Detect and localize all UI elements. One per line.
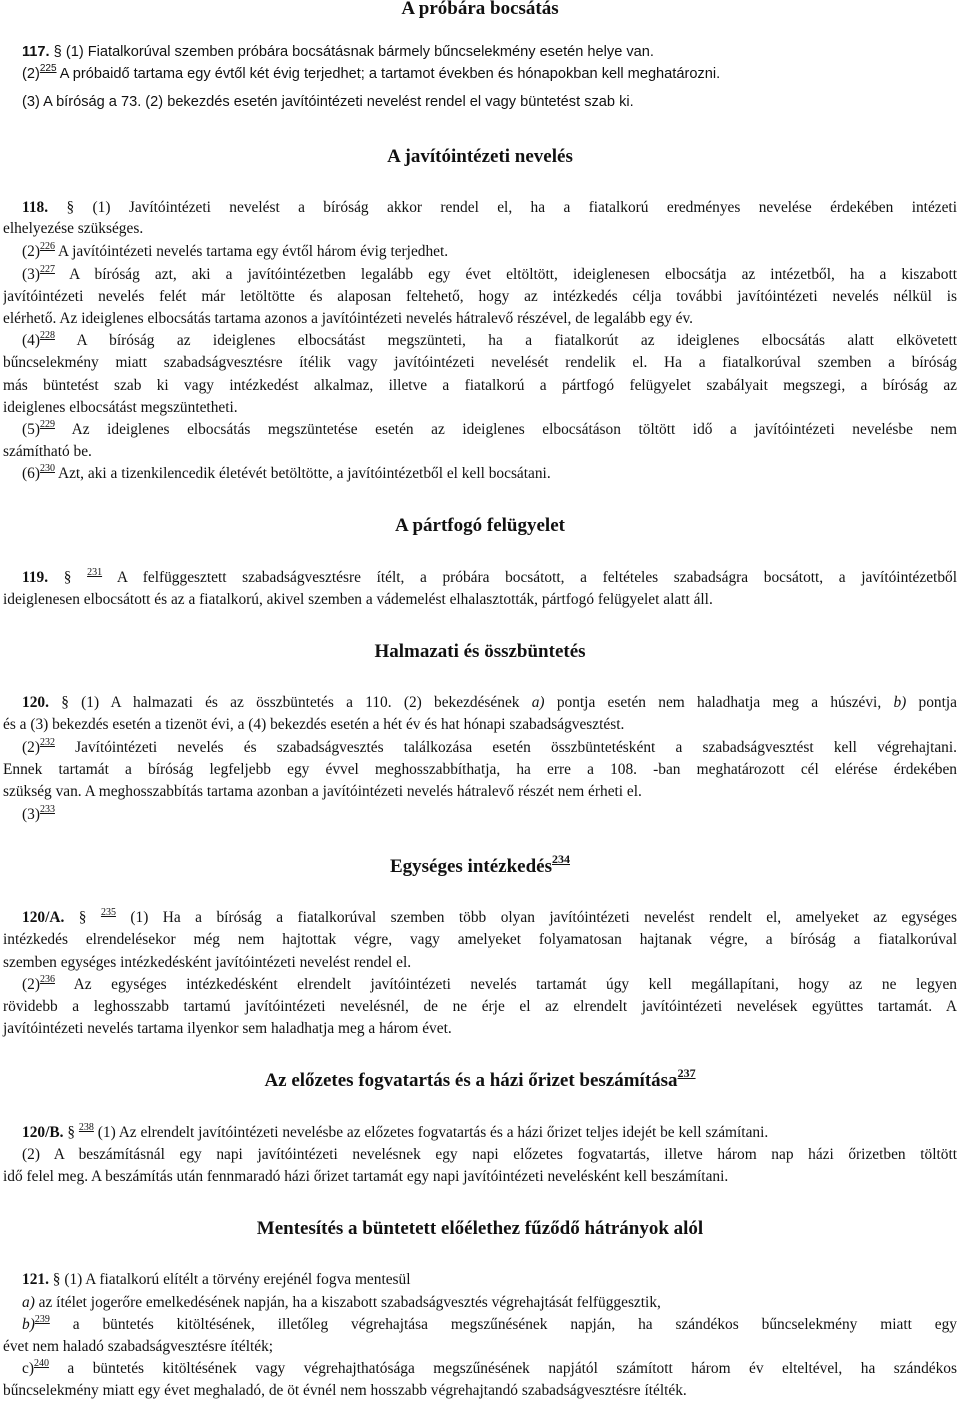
section-sign: § xyxy=(78,909,87,926)
section-118-p3-line-2: javítóintézeti nevelés felét már letöltötte és alaposan feltehető, hogy az intézkedés célja további javítóintézeti nevelés nélkül is xyxy=(3,288,957,305)
footnote-link[interactable]: 237 xyxy=(677,1066,696,1080)
section-120b-p2-line-1: (2) A beszámításnál egy napi javítóintézeti nevelésnek egy napi előzetes fogvatartás, illetve három nap házi őrizetben töltött xyxy=(22,1146,957,1163)
section-120a-p2-line-1: $(2)^{236}$ Az egységes intézkedésként elrendelt javítóintézeti nevelés tartamát úgy kell megállapítani, hogy az ne legyen xyxy=(22,975,957,993)
section-sign: § xyxy=(61,694,69,711)
footnote-link[interactable]: 235 xyxy=(100,908,116,918)
section-120-p2-line-3: szükség van. A meghosszabbítás tartama azonban a javítóintézeti nevelés hátralevő részét nem érheti el. xyxy=(3,783,642,800)
footnote-link[interactable]: 226 xyxy=(39,241,55,252)
footnote-link[interactable]: 236 xyxy=(39,975,55,985)
section-120a-p2-line-3: javítóintézeti nevelés tartama ilyenkor sem haladhatja meg a három évet. xyxy=(3,1020,452,1037)
section-121-point-b-line-1: b)$^{239}$ a büntetés kitöltésének, illetőleg végrehajtása megszűnésének napján, ha szándékos bűncselekmény miatt egy xyxy=(22,1315,957,1333)
section-120-p2-line-2: Ennek tartamát a bíróság legfeljebb egy évvel meghosszabbíthatja, ha erre a 108. -ban meghatározott cél elérése érdekében xyxy=(3,761,957,778)
footnote-link[interactable]: 238 xyxy=(78,1122,94,1133)
section-118-p3-line-3: elérhető. Az ideiglenes elbocsátás tartama azonos a javítóintézeti nevelés hátralevő részével, de legalább egy év. xyxy=(3,310,693,327)
section-118-p3-line-1: $(3)^{227}$ A bíróság azt, aki a javítóintézetben legalább egy évet eltöltött, ideiglenesen elbocsátja az intézetből, ha a kiszabott xyxy=(22,265,957,283)
footnote-link[interactable]: 225 xyxy=(39,63,57,74)
heading-elozetes: Az előzetes fogvatartás és a házi őrizet beszámítása$^{237}$ xyxy=(264,1066,696,1091)
section-118-p4-line-3: más büntetést szab ki vagy intézkedést alkalmaz, illetve a fiatalkorú a pártfogó felügyelet szabályait megszegi, a bíróság az xyxy=(3,377,957,394)
section-number: 117. xyxy=(22,44,50,60)
section-sign: § xyxy=(63,569,72,586)
section-sign: § xyxy=(67,1124,76,1141)
section-117-line-1: 117. § (1) Fiatalkorúval szemben próbára bocsátásnak bármely bűncselekmény esetén helye van. xyxy=(22,44,654,60)
section-120a-line-3: szemben egységes intézkedésként javítóintézeti nevelést rendel el. xyxy=(3,954,412,971)
section-121-point-a: a) az ítélet jogerőre emelkedésének napján, ha a kiszabott szabadságvesztés végrehajtását felfüggesztik, xyxy=(22,1294,661,1311)
footnote-link[interactable]: 239 xyxy=(34,1315,50,1325)
section-sign: § xyxy=(52,1271,61,1288)
section-120-line-1: 120. § (1) A halmazati és az összbüntetés a 110. (2) bekezdésének a) pontja esetén nem haladhatja meg a húszévi, b) pontja xyxy=(22,694,957,711)
section-121-point-b-line-2: évet nem haladó szabadságvesztésre ítélték; xyxy=(3,1338,274,1355)
footnote-link[interactable]: 232 xyxy=(39,738,55,748)
section-118-p5-line-1: $(5)^{229}$ Az ideiglenes elbocsátás megszüntetése esetén az ideiglenes elbocsátáson töltött idő a javítóintézeti nevelésbe nem xyxy=(22,420,957,438)
footnote-link[interactable]: 230 xyxy=(39,463,55,474)
heading-egyseges: Egységes intézkedés$^{234}$ xyxy=(389,852,570,877)
heading-halmazati: Halmazati és összbüntetés xyxy=(374,641,586,662)
section-120b-p2-line-2: idő felel meg. A beszámítás után fennmaradó házi őrizet tartamát egy napi javítóintézeti nevelésként kell beszámítani. xyxy=(3,1168,729,1185)
section-119-line-1: 119. § $^{231}$ A felfüggesztett szabadságvesztésre ítélt, a próbára bocsátott, a feltételes szabadságra bocsátott, a javítóintézetből xyxy=(22,568,957,586)
footnote-link[interactable]: 228 xyxy=(39,331,55,341)
section-sign: § xyxy=(66,199,75,216)
heading-probara: A próbára bocsátás xyxy=(401,0,559,19)
heading-mentesites: Mentesítés a büntetett előélethez fűződő hátrányok alól xyxy=(256,1218,704,1239)
section-118-line-2: elhelyezése szükséges. xyxy=(3,220,144,237)
footnote-link[interactable]: 233 xyxy=(39,804,55,815)
section-121-point-c-line-1: c)$^{240}$ a büntetés kitöltésének vagy végrehajthatósága megszűnésének napjától számított három év elteltével, ha szándékos xyxy=(22,1359,957,1377)
footnote-link[interactable]: 231 xyxy=(87,568,103,578)
footnote-link[interactable]: 229 xyxy=(39,420,55,430)
section-119-line-2: ideiglenesen elbocsátott és az a fiatalkorú, akivel szemben a vádemelést elhalasztották, pártfogó felügyelet alatt áll. xyxy=(3,591,713,608)
section-117-line-3: (3) A bíróság a 73. (2) bekezdés esetén javítóintézeti nevelést rendel el vagy büntetést szab ki. xyxy=(22,94,634,110)
footnote-link[interactable]: 234 xyxy=(552,852,570,866)
section-120a-line-2: intézkedés elrendelésekor még nem hajtottak végre, vagy amelyeket folyamatosan hajtanak végre, a bíróság a fiatalkorúval xyxy=(3,931,957,948)
section-120b-line-1: 120/B. § $^{238}$ (1) Az elrendelt javítóintézeti nevelésbe az előzetes fogvatartás és a házi őrizet teljes idejét be kell számítani. xyxy=(22,1122,769,1141)
section-120a-line-1: 120/A. § $^{235}$ (1) Ha a bíróság a fiatalkorúval szemben több olyan javítóintézeti nevelést rendelt el, amelyeket az egységes xyxy=(22,908,957,926)
section-118-p4-line-1: $(4)^{228}$ A bíróság az ideiglenes elbocsátást megszünteti, ha a fiatalkorút az ideiglenes elbocsátás alatt elkövetett xyxy=(22,331,957,349)
section-120-line-2: és a (3) bekezdés esetén a tizenöt évi, a (4) bekezdés esetén a hét év és hat hónapi szabadságvesztést. xyxy=(3,716,625,733)
section-120-p2-line-1: $(2)^{232}$ Javítóintézeti nevelés és szabadságvesztés találkozása esetén összbüntetésként a szabadságvesztést kell végrehajtani. xyxy=(22,738,957,756)
section-117-line-2: $(2)^{225}$ A próbaidő tartama egy évtől két évig terjedhet; a tartamot években és hónapokban kell meghatározni. xyxy=(22,63,721,82)
footnote-link[interactable]: 227 xyxy=(39,265,55,275)
section-121-point-c-line-2: bűncselekmény miatt egy évet meghaladó, de öt évnél nem hosszabb végrehajtandó szabadságvesztésre ítélték. xyxy=(3,1382,687,1399)
section-118-p4-line-4: ideiglenes elbocsátást megszüntetheti. xyxy=(3,399,238,416)
section-118-p5-line-2: számítható be. xyxy=(3,443,92,460)
section-118-p2: $(2)^{226}$ A javítóintézeti nevelés tartama egy évtől három évig terjedhet. xyxy=(22,241,449,260)
heading-partfogo: A pártfogó felügyelet xyxy=(395,515,565,536)
section-121-line-1: 121. § (1) A fiatalkorú elítélt a törvény erejénél fogva mentesül xyxy=(22,1271,411,1288)
section-120-p3: $(3)^{233}$ xyxy=(22,804,55,823)
heading-javitointezeti: A javítóintézeti nevelés xyxy=(387,146,573,167)
section-118-p6: $(6)^{230}$ Azt, aki a tizenkilencedik életévét betöltötte, a javítóintézetből el kell bocsátani. xyxy=(22,463,551,482)
section-118-p4-line-2: bűncselekmény miatt szabadságvesztésre ítélik vagy javítóintézeti nevelését rendelik el. Ha a fiatalkorúval szemben a bíróság xyxy=(3,354,957,371)
section-sign: § xyxy=(53,44,62,60)
section-118-line-1: 118. § (1) Javítóintézeti nevelést a bíróság akkor rendel el, ha a fiatalkorú eredményes nevelése érdekében intézeti xyxy=(22,199,957,216)
footnote-link[interactable]: 240 xyxy=(33,1359,49,1369)
section-120a-p2-line-2: rövidebb a leghosszabb tartamú javítóintézeti nevelésnél, de ne érje el az elrendelt javítóintézeti nevelések együttes tartamát. A xyxy=(3,998,957,1015)
